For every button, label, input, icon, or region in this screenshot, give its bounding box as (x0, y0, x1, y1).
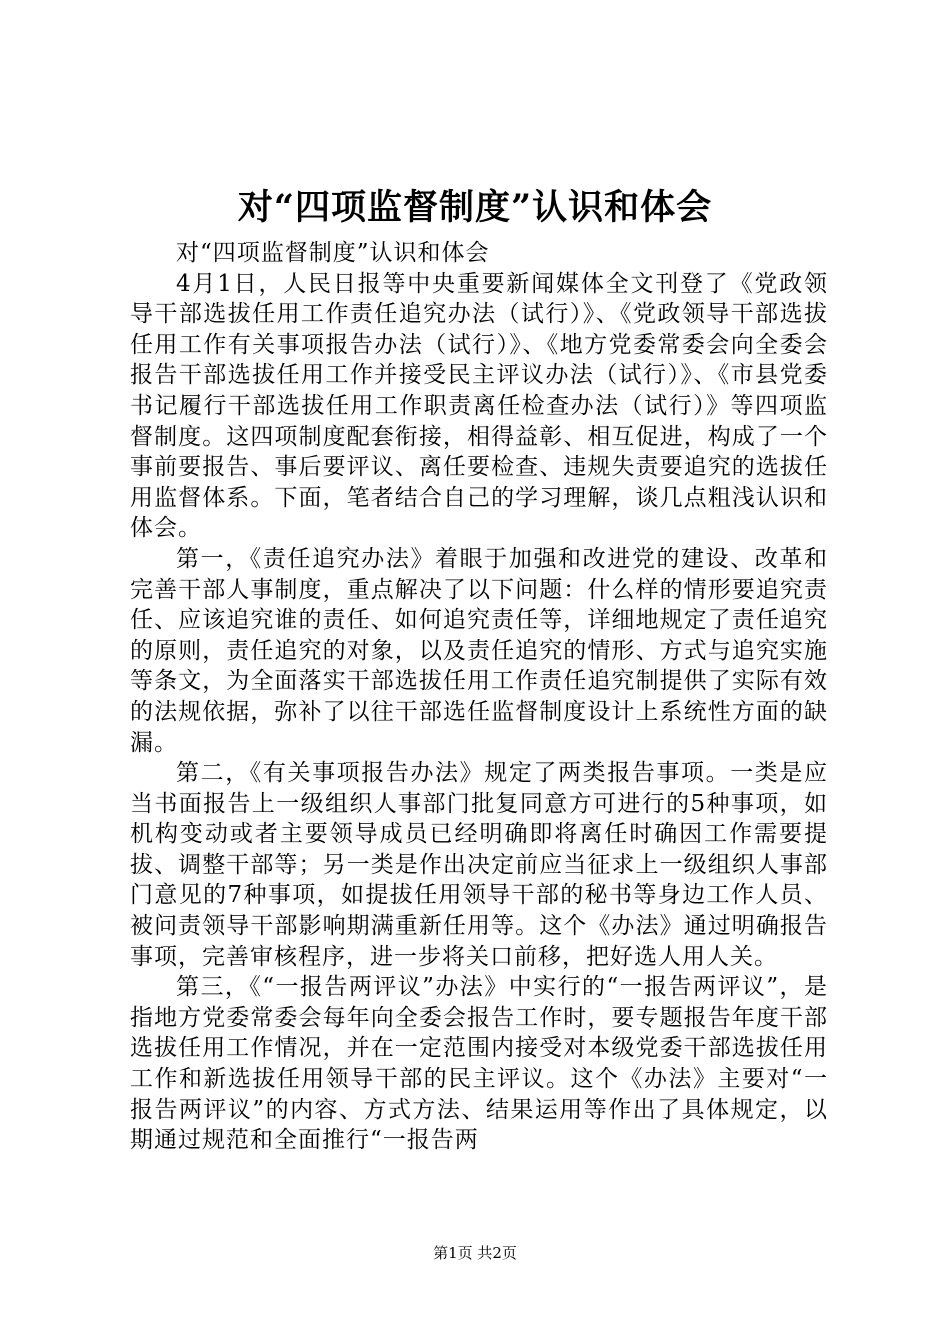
page-footer: 第1页 共2页 (433, 1244, 517, 1262)
paragraph-third: 第三，《“一报告两评议”办法》中实行的“一报告两评议”，是指地方党委常委会每年向全委会报告工作时，要专题报告年度干部选拔任用工作情况，并在一定范围内接受对本级党委干部选拔任用工作和新选拔任用领导干部的民主评议。这个《办法》主要对“一报告两评议”的内容、方式方法、结果运用等作出了具体规定，以期通过规范和全面推行“一报告两 (130, 974, 828, 1154)
document-subtitle: 对“四项监督制度”认识和体会 (176, 240, 490, 266)
paragraph-first: 第一，《责任追究办法》着眼于加强和改进党的建设、改革和完善干部人事制度，重点解决了以下问题：什么样的情形要追究责任、应该追究谁的责任、如何追究责任等，详细地规定了责任追究的原则，责任追究的对象，以及责任追究的情形、方式与追究实施等条文，为全面落实干部选拔任用工作责任追究制提供了实际有效的法规依据，弥补了以往干部选任监督制度设计上系统性方面的缺漏。 (130, 545, 828, 756)
document-body (130, 238, 828, 1156)
paragraph-second: 第二，《有关事项报告办法》规定了两类报告事项。一类是应当书面报告上一级组织人事部门批复同意方可进行的5种事项，如机构变动或者主要领导成员已经明确即将离任时确因工作需要提拔、调整干部等；另一类是作出决定前应当征求上一级组织人事部门意见的7种事项，如提拔任用领导干部的秘书等身边工作人员、被问责领导干部影响期满重新任用等。这个《办法》通过明确报告事项，完善审核程序，进一步将关口前移，把好选人用人关。 (130, 760, 828, 970)
paragraph-intro: 4月1日，人民日报等中央重要新闻媒体全文刊登了《党政领导干部选拔任用工作责任追究办法（试行）》、《党政领导干部选拔任用工作有关事项报告办法（试行）》、《地方党委常委会向全委会报告干部选拔任用工作并接受民主评议办法（试行）》、《市县党委书记履行干部选拔任用工作职责离任检查办法（试行）》等四项监督制度。这四项制度配套衔接，相得益彰、相互促进，构成了一个事前要报告、事后要评议、离任要检查、违规失责要追究的选拔任用监督体系。下面，笔者结合自己的学习理解，谈几点粗浅认识和体会。 (130, 270, 828, 542)
document-title: 对“四项监督制度”认识和体会 (237, 187, 713, 228)
